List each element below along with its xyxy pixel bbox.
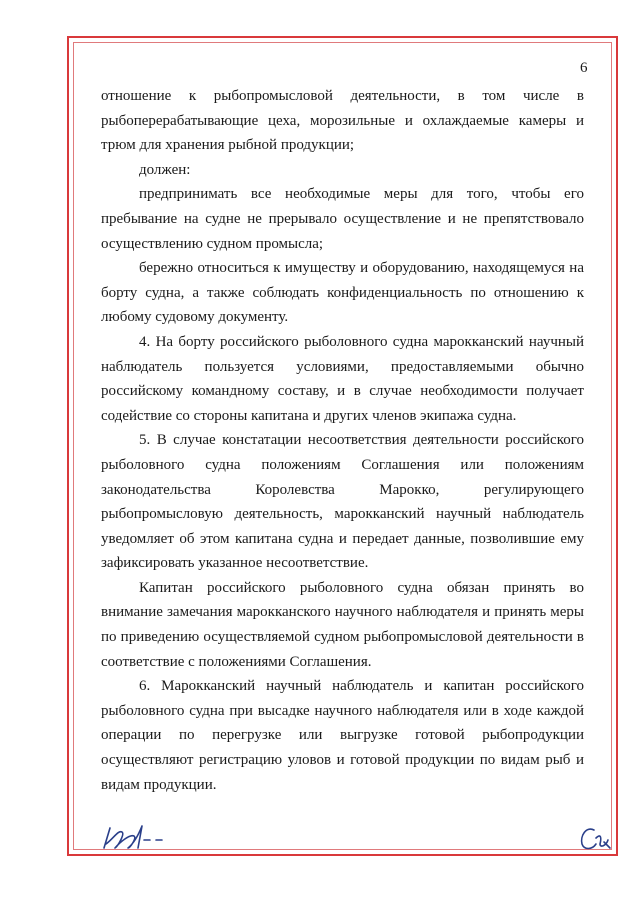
paragraph: должен: — [139, 161, 191, 178]
document-body — [101, 84, 584, 797]
paragraph: 5. В случае констатации несоответствия деятельности российского рыболовного судна положениям Соглашения или положениям законодательства Королевства Марокко, регулирующего рыбопромысловую деятельность, марокканский научный наблюдатель уведомляет об этом капитана судна и передает данные, позволившие ему зафиксировать указанное несоответствие. — [101, 432, 584, 572]
signature-left — [100, 818, 170, 858]
paragraph: 6. Марокканский научный наблюдатель и капитан российского рыболовного судна при высадке научного наблюдателя или в ходе каждой операции по перегрузке или выгрузке готовой рыбопродукции осуществляют регистрацию уловов и готовой продукции по видам рыб и видам продукции. — [101, 678, 584, 793]
page-number: 6 — [580, 60, 588, 76]
paragraph: отношение к рыбопромысловой деятельности, в том числе в рыбоперерабатывающие цеха, морозильные и охлаждаемые камеры и трюм для хранения рыбной продукции; — [101, 88, 584, 154]
paragraph: предпринимать все необходимые меры для того, чтобы его пребывание на судне не прерывало осуществление и не препятствовало осуществлению судном промысла; — [101, 186, 584, 252]
signature-right — [576, 818, 616, 858]
paragraph: бережно относиться к имуществу и оборудованию, находящемуся на борту судна, а также соблюдать конфиденциальность по отношению к любому судовому документу. — [101, 260, 584, 326]
paragraph: 4. На борту российского рыболовного судна марокканский научный наблюдатель пользуется условиями, предоставляемыми обычно российскому командному составу, и в случае необходимости получает содействие со стороны капитана и других членов экипажа судна. — [101, 333, 584, 424]
paragraph: Капитан российского рыболовного судна обязан принять во внимание замечания марокканского научного наблюдателя и принять меры по приведению осуществляемой судном рыбопромысловой деятельности в соответствие с положениями Соглашения. — [101, 579, 584, 670]
